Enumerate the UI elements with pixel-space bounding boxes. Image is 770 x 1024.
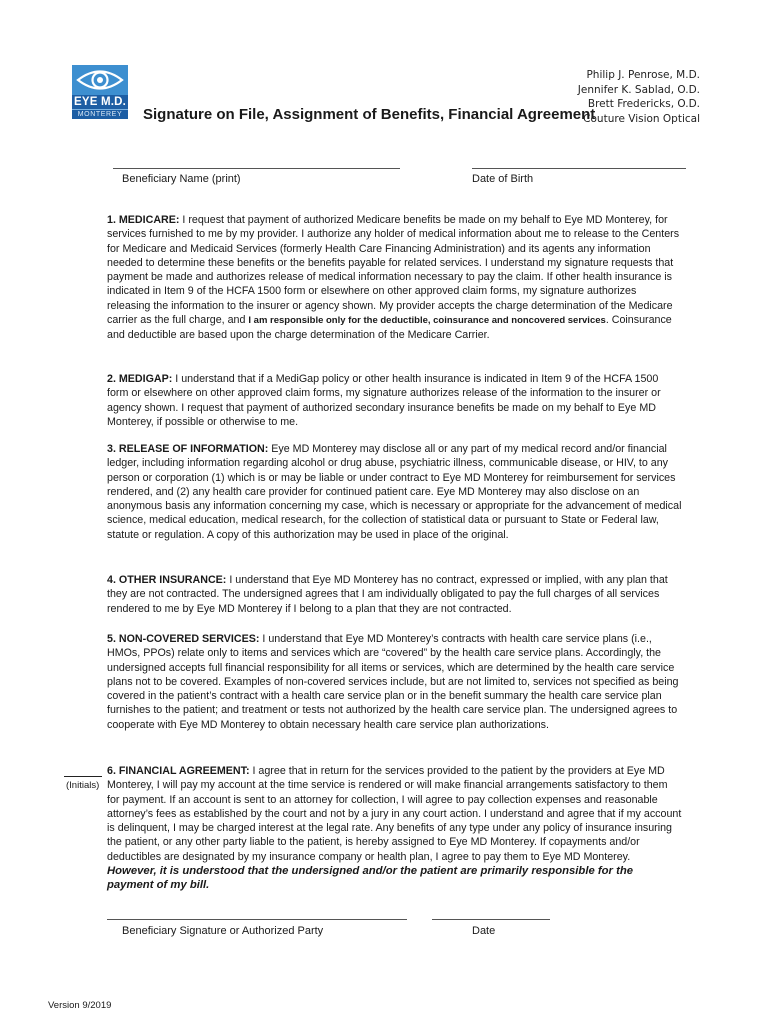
signature-line[interactable] xyxy=(107,919,407,920)
section-heading: 6. FINANCIAL AGREEMENT: xyxy=(107,765,250,777)
section-body: I request that payment of authorized Medicare benefits be made on my behalf to Eye MD Monterey, for services furnished to me by my provider. I authorize any holder of medical information about me to release to the Centers for Medicare and Medicaid Services (formerly Health Care Financing Administration) and its agents any information needed to determine these benefits or the benefits payable for related services. I understand my signature requests that payment be made and authorizes release of medical information necessary to pay the claim. If other health insurance is indicated in Item 9 of the HCFA 1500 form or elsewhere on other approved claim forms, my signature authorizes releasing the information to the insurer or agency shown. My provider accepts the charge determination of the Medicare carrier as the full charge, and xyxy=(107,214,680,327)
provider-name: Brett Fredericks, O.D. xyxy=(587,98,700,110)
provider-name: Jennifer K. Sablad, O.D. xyxy=(577,83,700,96)
section-tail: . Coinsurance and deductible are based upon the charge determination of the Medicare Carrier. xyxy=(107,314,672,342)
page-title: Signature on File, Assignment of Benefits, Financial Agreement xyxy=(143,106,596,123)
beneficiary-name-line[interactable] xyxy=(113,168,400,169)
section-body: I understand that Eye MD Monterey’s contracts with health care service plans (i.e., HMOs, PPOs) relate only to items and services which are “covered” by the health care service plans. Accordingly, the undersigned accepts full financial responsibility for all items or services, which are determined by the health care service plans not to be covered. Examples of non-covered services include, but are not limited to, services not specified as being covered in the patient’s contract with a health care service plan or in the benefit summary the health care service plan furnishes to the patient; and treatment or tests not authorized by the health care service plan. The undersigned agrees to cooperate with Eye MD Monterey to obtain necessary health care service plan authorizations. xyxy=(107,633,679,731)
section-heading: 5. NON-COVERED SERVICES: xyxy=(107,633,260,645)
section-heading: 2. MEDIGAP: xyxy=(107,373,173,385)
date-of-birth-line[interactable] xyxy=(472,168,686,169)
section-release-of-information xyxy=(107,442,682,542)
section-medigap xyxy=(107,372,682,429)
date-label: Date xyxy=(472,925,496,937)
eye-md-logo xyxy=(72,65,128,123)
date-line[interactable] xyxy=(432,919,550,920)
provider-list xyxy=(578,68,700,126)
section-non-covered-services xyxy=(107,632,682,732)
eye-icon xyxy=(72,65,128,95)
section-heading: 4. OTHER INSURANCE: xyxy=(107,574,227,586)
logo-sub: MONTEREY xyxy=(72,109,128,119)
provider-name: Philip J. Penrose, M.D. xyxy=(586,69,700,81)
section-body: I agree that in return for the services provided to the patient by the providers at Eye MD Monterey, I will pay my account at the time service is rendered or will make financial arrangements satisfactory to them for payment. If an account is sent to an attorney for collection, I will agree to pay collection expenses and reasonable attorney’s fees as established by the court and not by a jury in any court action. I understand and agree that if my account is delinquent, I may be charged interest at the legal rate. Any benefits of any type under any policy of insurance insuring the patient, or any other party liable to the patient, is hereby assigned to Eye MD Monterey. If copayments and/or deductibles are designated by my insurance company or health plan, I agree to pay them to Eye MD Monterey. xyxy=(107,765,682,863)
section-heading: 1. MEDICARE: xyxy=(107,214,180,226)
section-bold: I am responsible only for the deductible, coinsurance and noncovered services xyxy=(248,315,606,327)
section-medicare xyxy=(107,213,682,343)
date-of-birth-label: Date of Birth xyxy=(472,173,534,185)
section-body: I understand that Eye MD Monterey has no contract, expressed or implied, with any plan that they are not contracted. The undersigned agrees that I am individually obligated to pay the full charges of all services rendered to me by Eye MD Monterey if I belong to a plan that they are not contracted. xyxy=(107,574,668,615)
section-financial-agreement xyxy=(107,764,682,893)
logo-name: EYE M.D. xyxy=(73,96,127,108)
section-other-insurance xyxy=(107,573,682,616)
beneficiary-name-label: Beneficiary Name (print) xyxy=(122,173,241,185)
section-body: I understand that if a MediGap policy or other health insurance is indicated in Item 9 of the HCFA 1500 form or elsewhere on other approved claim forms, my signature authorizes release of the information to the insurer or agency shown. I request that payment of authorized secondary insurance benefits be made on my behalf to Eye MD Monterey, if possible or otherwise to me. xyxy=(107,373,661,428)
provider-name: Couture Vision Optical xyxy=(583,112,700,125)
initials-label: (Initials) xyxy=(66,780,100,791)
version-label: Version 9/2019 xyxy=(48,1000,112,1011)
signature-label: Beneficiary Signature or Authorized Party xyxy=(122,925,324,937)
section-heading: 3. RELEASE OF INFORMATION: xyxy=(107,443,269,455)
section-emphasis: However, it is understood that the undersigned and/or the patient are primarily responsible for the payment of my bill. xyxy=(107,865,634,892)
initials-line[interactable] xyxy=(64,776,102,777)
section-body: Eye MD Monterey may disclose all or any part of my medical record and/or financial ledger, including information regarding alcohol or drug abuse, psychiatric illness, communicable disease, or HIV, to any person or corporation (1) which is or may be liable or under contract to Eye MD Monterey for reimbursement for services rendered, and (2) any health care provider for continued patient care. Eye MD Monterey may also disclose on an anonymous basis any information concerning my case, which is necessary or appropriate for the advancement of medical science, medical education, medical research, for the collection of statistical data or pursuant to State or Federal law, statute or regulation. A copy of this authorization may be used in place of the original. xyxy=(107,443,682,541)
